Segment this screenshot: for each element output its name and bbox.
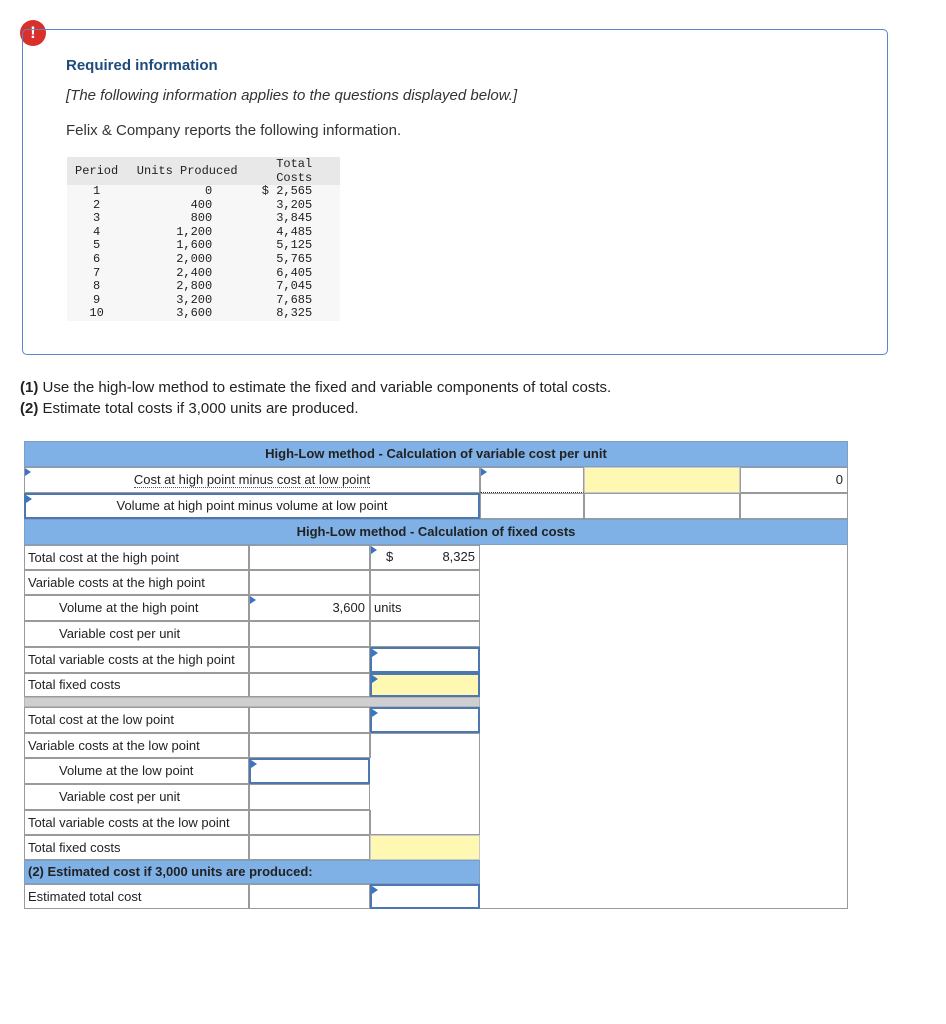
costs-cell: 7,685 [248,294,340,308]
high-volume-unit: units [370,595,480,621]
low-total-variable-input[interactable] [370,810,480,835]
fixed-cost-header: High-Low method - Calculation of fixed costs [24,519,848,545]
units-cell: 1,200 [126,226,248,240]
costs-cell: 7,045 [248,280,340,294]
empty-cell [370,733,480,758]
required-information-subtitle: [The following information applies to the questions displayed below.] [66,87,518,104]
low-vcpu-label: Variable cost per unit [24,784,249,810]
variable-cost-result: 0 [740,467,848,493]
high-total-cost-value [370,545,480,570]
high-vcpu-input[interactable] [249,621,370,647]
input-marker-icon [251,760,257,768]
high-total-cost-label: Total cost at the high point [24,545,249,570]
empty-cell [249,733,370,758]
units-cell: 0 [126,185,248,199]
high-volume-label: Volume at the high point [24,595,249,621]
estimated-total-cost-input[interactable] [370,884,480,909]
company-intro: Felix & Company reports the following information. [66,122,402,139]
table-row [67,253,340,267]
table-row [67,267,340,281]
high-total-cost-amount: 8,325 [442,549,475,564]
costs-cell: 6,405 [248,267,340,281]
high-variable-costs-label: Variable costs at the high point [24,570,249,595]
low-variable-costs-label: Variable costs at the low point [24,733,249,758]
table-row [67,294,340,308]
units-cell: 2,000 [126,253,248,267]
variable-cost-header: High-Low method - Calculation of variable cost per unit [24,441,848,467]
low-volume-input[interactable] [249,758,370,784]
high-volume-value: 3,600 [332,600,365,615]
units-cell: 3,600 [126,307,248,321]
empty-cell [249,570,370,595]
costs-cell: 8,325 [248,307,340,321]
table-row [67,212,340,226]
empty-cell [249,884,370,909]
input-marker-icon [372,649,378,657]
volume-difference-label: Volume at high point minus volume at low point [116,498,388,513]
costs-cell: 5,125 [248,239,340,253]
empty-cell [249,673,370,697]
table-row [67,307,340,321]
low-total-cost-label: Total cost at the low point [24,707,249,733]
period-cell: 3 [67,212,126,226]
input-marker-icon [481,468,487,476]
high-fixed-input[interactable] [370,673,480,697]
high-total-variable-label: Total variable costs at the high point [24,647,249,673]
costs-cell: 3,845 [248,212,340,226]
period-cell: 2 [67,199,126,213]
required-information-title: Required information [66,57,218,74]
input-marker-icon [25,468,31,476]
input-marker-icon [26,495,32,503]
table-row [67,226,340,240]
low-total-variable-label: Total variable costs at the low point [24,810,249,835]
costs-cell: 5,765 [248,253,340,267]
costs-cell: 3,205 [248,199,340,213]
high-volume-input[interactable] [249,595,370,621]
estimated-total-cost-label: Estimated total cost [24,884,249,909]
input-marker-icon [372,709,378,717]
empty-cell [370,621,480,647]
input-marker-icon [371,546,377,554]
volume-difference-row [24,493,480,519]
high-fixed-label: Total fixed costs [24,673,249,697]
period-header: Period [67,157,126,185]
low-vcpu-input[interactable] [249,784,370,810]
table-header-row [67,157,340,185]
costs-cell: $ 2,565 [248,185,340,199]
empty-cell [370,570,480,595]
period-cell: 5 [67,239,126,253]
costs-cell: 4,485 [248,226,340,240]
input-marker-icon [372,886,378,894]
empty-cell [584,493,740,519]
period-cell: 7 [67,267,126,281]
question-1-text: Use the high-low method to estimate the fixed and variable components of total costs. [38,379,612,396]
question-2 [20,398,611,419]
question-1 [20,377,611,398]
empty-cell [249,835,370,860]
empty-cell [249,810,370,835]
period-cell: 9 [67,294,126,308]
low-total-cost-input[interactable] [370,707,480,733]
units-cell: 3,200 [126,294,248,308]
period-cell: 10 [67,307,126,321]
units-cell: 2,800 [126,280,248,294]
period-cell: 6 [67,253,126,267]
empty-cell [249,545,370,570]
section-divider [24,697,480,707]
cost-difference-input[interactable] [480,467,584,493]
input-marker-icon [372,675,378,683]
period-cell: 4 [67,226,126,240]
period-cell: 1 [67,185,126,199]
period-costs-table [67,157,340,321]
high-low-worksheet [24,441,848,909]
high-total-variable-input[interactable] [370,647,480,673]
empty-cell [249,647,370,673]
table-row [67,185,340,199]
cost-difference-label: Cost at high point minus cost at low point [133,472,371,487]
units-cell: 2,400 [126,267,248,281]
currency-symbol: $ [386,549,394,564]
low-volume-label: Volume at the low point [24,758,249,784]
empty-cell [249,707,370,733]
volume-difference-input[interactable] [480,493,584,519]
input-marker-icon [250,596,256,604]
high-vcpu-label: Variable cost per unit [24,621,249,647]
low-fixed-label: Total fixed costs [24,835,249,860]
cost-difference-label-wrap [25,468,479,492]
cost-difference-row [24,467,480,493]
units-cell: 800 [126,212,248,226]
table-row [67,239,340,253]
total-costs-header: Total Costs [248,157,340,185]
blank-area [479,545,848,909]
low-fixed-input[interactable] [370,835,480,860]
question-2-number: (2) [20,400,39,417]
units-cell: 1,600 [126,239,248,253]
estimate-header: (2) Estimated cost if 3,000 units are produced: [24,860,480,884]
units-produced-header: Units Produced [126,157,248,185]
question-text [20,377,611,419]
question-1-number: (1) [20,379,39,396]
table-row [67,199,340,213]
table-row [67,280,340,294]
period-cell: 8 [67,280,126,294]
units-cell: 400 [126,199,248,213]
variable-cost-per-unit-input[interactable] [584,467,740,493]
empty-cell [740,493,848,519]
question-2-text: Estimate total costs if 3,000 units are produced. [38,400,359,417]
alert-icon: ! [20,20,46,46]
